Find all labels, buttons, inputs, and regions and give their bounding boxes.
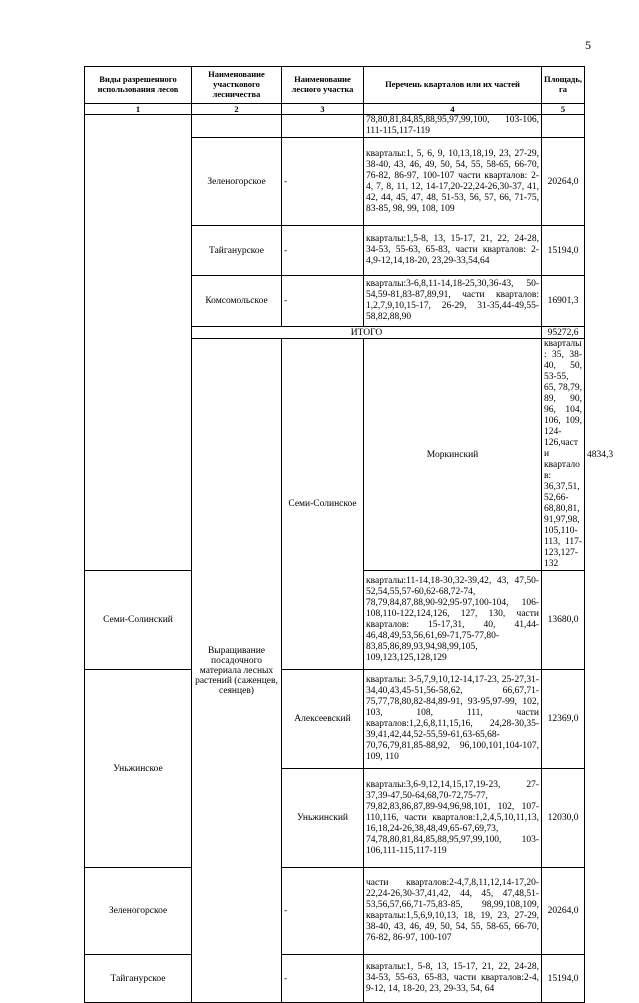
column-number-row — [85, 104, 585, 115]
forestry-cell: Семи-Солинское — [282, 339, 364, 670]
area-cell: 20264,0 — [542, 868, 585, 955]
header-plot: Наименование лесного участка — [282, 67, 364, 104]
total-label: ИТОГО — [192, 327, 542, 339]
quarters-cell: кварталы:3,6-9,12,14,15,17,19-23, 27-37,39-47,50-64,68,70-72,75-77, 79,82,83,86,87,89-94,96,98,101, 102, 107-110,116, части кварталов:1,2,4,5,10,11,13, 16,18,24-26,38,48,49,65-67,69,73, 74,78,80,81,84,85,88,95,97,99,100, 103-106,111-115,117-119 — [364, 769, 542, 868]
quarters-cell: кварталы: 35, 38-40, 50, 53-55, 65, 78,79, 89, 90, 96, 104, 106, 109, 124-126,части кварталов: 36,37,51,52,66-68,80,81,91,97,98,105,110-113, 117-123,127-132 — [542, 339, 585, 571]
plot-cell: Уньжинский — [282, 769, 364, 868]
header-forestry: Наименование участкового лесничества — [192, 67, 282, 104]
column-number: 2 — [192, 104, 282, 115]
column-number: 1 — [85, 104, 192, 115]
table-row: Выращивание посадочного материала лесных растений (саженцев, сеянцев) Семи-Солинское Моркинский кварталы: 35, 38-40, 50, 53-55, 65, 78,79, 89, 90, 96, 104, 106, 109, 124-126,части кварталов: 36,37,51,52,66-68,80,81,91,97,98,105,110-113, 117-123,127-132 4834,3 — [85, 339, 585, 571]
plot-cell: - — [282, 138, 364, 226]
page-number: 5 — [585, 38, 591, 52]
area-cell: 12369,0 — [542, 670, 585, 769]
forestry-cell: Уньжинское — [85, 670, 192, 868]
quarters-cell: кварталы:1,5-8, 13, 15-17, 21, 22, 24-28, 34-53, 55-63, 65-83, части кварталов: 2-4,9-12,14,18-20, 23,29-33,54,64 — [364, 226, 542, 276]
plot-cell — [282, 115, 364, 138]
forestry-cell: Тайганурское — [192, 226, 282, 276]
area-cell: 15194,0 — [542, 955, 585, 1003]
plot-cell: Моркинский — [364, 339, 542, 571]
table-row — [85, 670, 585, 769]
header-quarters: Перечень кварталов или их частей — [364, 67, 542, 104]
column-number: 5 — [542, 104, 585, 115]
header-row — [85, 67, 585, 104]
plot-cell: Алексеевский — [282, 670, 364, 769]
header-area: Площадь, га — [542, 67, 585, 104]
quarters-cell: кварталы:1, 5, 6, 9, 10,13,18,19, 23, 27-29, 38-40, 43, 46, 49, 50, 54, 55, 58-65, 66-70, 76-82, 86-97, 100-107 части кварталов: 2-4, 7, 8, 11, 12, 14-17,20-22,24-26,30-37, 41, 42, 44, 45, 47, 48, 51-53, 56, 57, 66, 71-75, 83-85, 98, 99, 108, 109 — [364, 138, 542, 226]
area-cell: 16901,3 — [542, 276, 585, 327]
plot-cell: - — [282, 276, 364, 327]
area-cell — [542, 115, 585, 138]
plot-cell: - — [282, 226, 364, 276]
column-number: 3 — [282, 104, 364, 115]
area-cell: 13680,0 — [542, 571, 585, 670]
table-row — [85, 868, 585, 955]
plot-cell: Семи-Солинский — [85, 571, 192, 670]
area-cell: 15194,0 — [542, 226, 585, 276]
forest-quarters-table — [84, 66, 614, 1003]
table-row — [85, 955, 585, 1003]
quarters-cell: кварталы:11-14,18-30,32-39,42, 43, 47,50-52,54,55,57-60,62-68,72-74, 78,79,84,87,88,90-92,95-97,100-104, 106-108,110-122,124,126, 127, 130, части кварталов: 15-17,31, 40, 41,44-46,48,49,53,56,61,69-71,75-77,80-83,85,86,89,93,94,98,99,105, 109,123,125,128,129 — [364, 571, 542, 670]
column-number: 4 — [364, 104, 542, 115]
quarters-cell: 78,80,81,84,85,88,95,97,99,100, 103-106, 111-115,117-119 — [364, 115, 542, 138]
use-type-cell: Выращивание посадочного материала лесных растений (саженцев, сеянцев) — [192, 339, 282, 1003]
quarters-cell: кварталы:3-6,8,11-14,18-25,30,36-43, 50-54,59-81,83-87,89,91, части кварталов: 1,2,7,9,10,15-17, 26-29, 31-35,44-49,55-58,82,88,90 — [364, 276, 542, 327]
forestry-cell: Комсомольское — [192, 276, 282, 327]
use-type-cell — [85, 115, 192, 571]
forestry-cell: Зеленогорское — [85, 868, 192, 955]
header-use-type: Виды разрешенного использования лесов — [85, 67, 192, 104]
plot-cell: - — [282, 868, 364, 955]
table-row — [85, 115, 585, 138]
quarters-cell: кварталы: 3-5,7,9,10,12-14,17-23, 25-27,31-34,40,43,45-51,56-58,62, 66,67,71-75,77,78,80,82-84,89-91, 93-95,97-99, 102, 103, 108, 111, части кварталов:1,2,6,8,11,15,16, 24,28-30,35-39,41,42,44,52-55,59-61,63-65,68-70,76,79,81,85-88,92, 96,100,101,104-107, 109, 110 — [364, 670, 542, 769]
forestry-cell: Зеленогорское — [192, 138, 282, 226]
forestry-cell — [192, 115, 282, 138]
area-cell: 12030,0 — [542, 769, 585, 868]
quarters-cell: кварталы:1, 5-8, 13, 15-17, 21, 22, 24-28, 34-53, 55-63, 65-83, части кварталов:2-4, 9-12, 14, 18-20, 23, 29-33, 54, 64 — [364, 955, 542, 1003]
area-cell: 20264,0 — [542, 138, 585, 226]
quarters-cell: части кварталов:2-4,7,8,11,12,14-17,20-22,24-26,30-37,41,42, 44, 45, 47,48,51-53,56,57,66,71-75,83-85, 98,99,108,109, кварталы:1,5,6,9,10,13, 18, 19, 23, 27-29, 38-40, 43, 46, 49, 50, 54, 55, 58-65, 66-70, 76-82, 86-97, 100-107 — [364, 868, 542, 955]
total-value: 95272,6 — [542, 327, 585, 339]
plot-cell: - — [282, 955, 364, 1003]
forestry-cell: Тайганурское — [85, 955, 192, 1003]
